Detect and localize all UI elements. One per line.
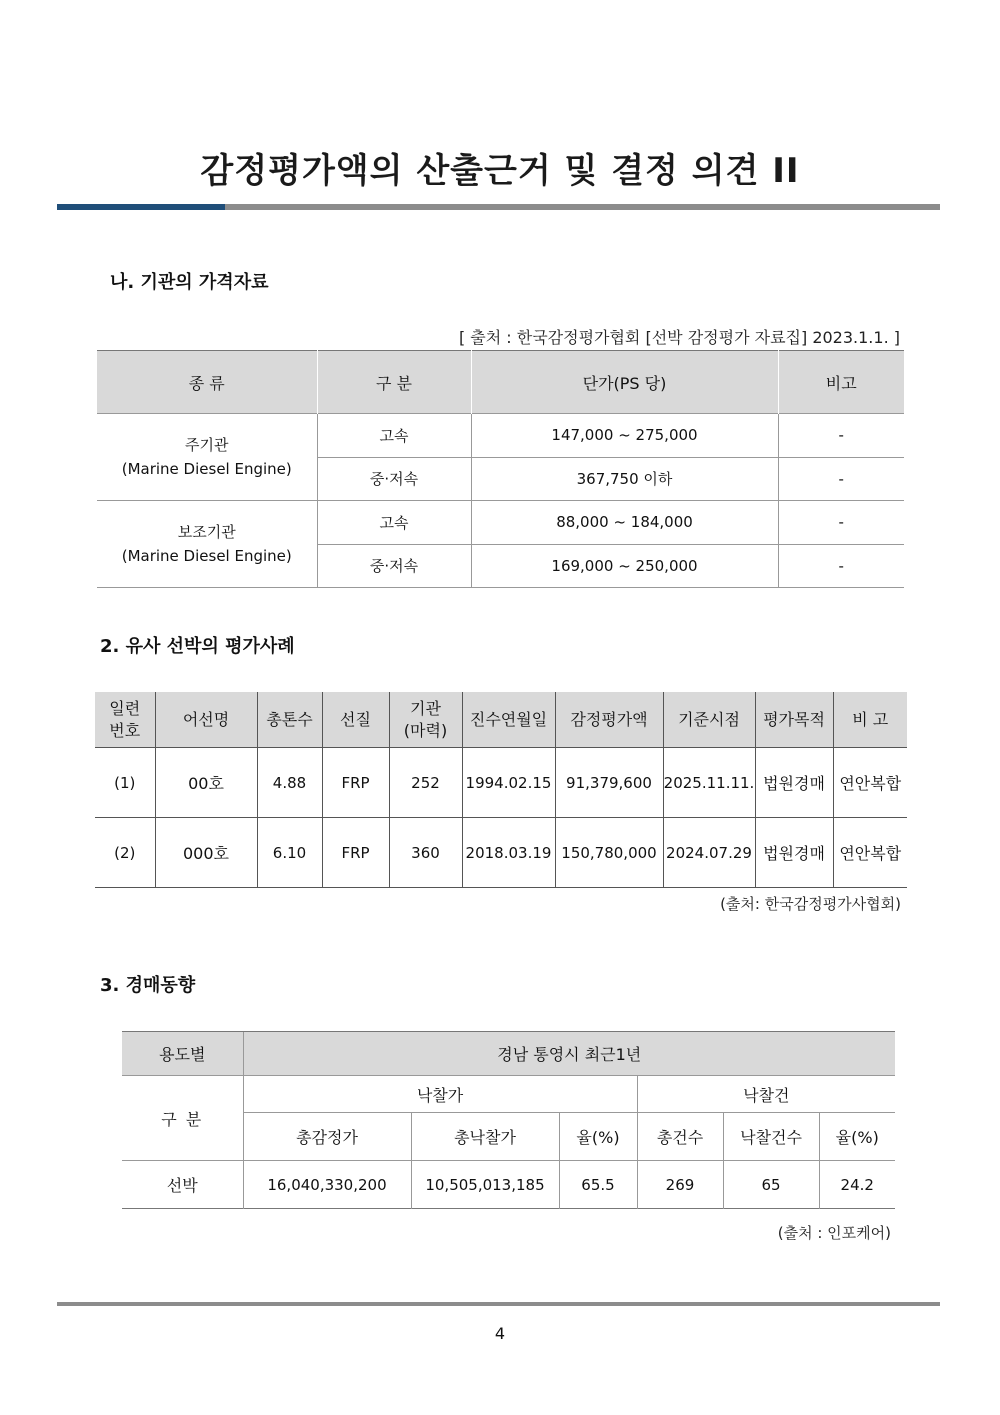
serial-cell: (1) (95, 748, 155, 818)
header-material: 선질 (322, 692, 389, 748)
header-price-rate: 율(%) (559, 1113, 637, 1161)
footer-rule (57, 1302, 940, 1306)
engine-type-aux (97, 501, 317, 588)
engine-price-table (97, 350, 904, 588)
appraisal-cell: 150,780,000 (555, 818, 663, 888)
serial-cell: (2) (95, 818, 155, 888)
engine-cell: 360 (389, 818, 462, 888)
price-cell: 147,000 ~ 275,000 (471, 414, 778, 458)
section-heading-similar-vessels: 2. 유사 선박의 평가사례 (100, 636, 295, 657)
usage-label: 용도별 (122, 1032, 243, 1076)
header-category: 구 분 (317, 351, 471, 414)
header-type: 종 류 (97, 351, 317, 414)
table-row (122, 1161, 895, 1209)
header-purpose: 평가목적 (755, 692, 833, 748)
page-title: 감정평가액의 산출근거 및 결정 의견 II (200, 151, 800, 191)
note-cell: - (778, 501, 904, 545)
purpose-cell: 법원경매 (755, 818, 833, 888)
similar-vessel-source: (출처: 한국감정평가사협회) (720, 895, 901, 913)
table-row (97, 501, 904, 545)
header-total-appraisal: 총감정가 (243, 1113, 411, 1161)
remarks-cell: 연안복합 (833, 818, 907, 888)
purpose-cell: 법원경매 (755, 748, 833, 818)
header-launch-date: 진수연월일 (462, 692, 555, 748)
header-serial-line1: 일련 (109, 698, 141, 718)
table-row (95, 748, 907, 818)
section-heading-engine-prices: 나. 기관의 가격자료 (110, 272, 269, 293)
header-engine (389, 692, 462, 748)
header-tonnage: 총톤수 (257, 692, 322, 748)
launch-date-cell: 2018.03.19 (462, 818, 555, 888)
category-cell: 고속 (317, 414, 471, 458)
tonnage-cell: 6.10 (257, 818, 322, 888)
total-appraisal-cell: 16,040,330,200 (243, 1161, 411, 1209)
header-appraisal: 감정평가액 (555, 692, 663, 748)
category-cell: 고속 (317, 501, 471, 545)
count-rate-cell: 24.2 (819, 1161, 895, 1209)
winning-count-label: 낙찰건 (637, 1076, 895, 1113)
note-cell: - (778, 414, 904, 458)
category-cell: 중·저속 (317, 457, 471, 501)
total-count-cell: 269 (637, 1161, 723, 1209)
row-label: 선박 (122, 1161, 243, 1209)
header-engine-line2: (마력) (403, 720, 448, 740)
material-cell: FRP (322, 748, 389, 818)
engine-price-source: [ 출처 : 한국감정평가협회 [선박 감정평가 자료집] 2023.1.1. ] (458, 328, 900, 347)
price-cell: 169,000 ~ 250,000 (471, 544, 778, 588)
header-total-winning: 총낙찰가 (411, 1113, 559, 1161)
price-cell: 88,000 ~ 184,000 (471, 501, 778, 545)
remarks-cell: 연안복합 (833, 748, 907, 818)
header-winning-count: 낙찰건수 (723, 1113, 819, 1161)
auction-source: (출처 : 인포케어) (777, 1224, 891, 1242)
vessel-cell: 000호 (155, 818, 257, 888)
base-date-cell: 2025.11.11. (663, 748, 755, 818)
engine-cell: 252 (389, 748, 462, 818)
header-count-rate: 율(%) (819, 1113, 895, 1161)
auction-header-row (122, 1032, 895, 1076)
header-base-date: 기준시점 (663, 692, 755, 748)
tonnage-cell: 4.88 (257, 748, 322, 818)
header-serial-line2: 번호 (109, 720, 141, 740)
vessel-cell: 00호 (155, 748, 257, 818)
winning-price-label: 낙찰가 (243, 1076, 637, 1113)
price-cell: 367,750 이하 (471, 457, 778, 501)
engine-type-name: 주기관 (185, 436, 229, 454)
title-underline-accent (57, 204, 225, 210)
material-cell: FRP (322, 818, 389, 888)
category-cell: 중·저속 (317, 544, 471, 588)
header-remarks: 비 고 (833, 692, 907, 748)
price-rate-cell: 65.5 (559, 1161, 637, 1209)
engine-type-main (97, 414, 317, 501)
appraisal-cell: 91,379,600 (555, 748, 663, 818)
base-date-cell: 2024.07.29 (663, 818, 755, 888)
section-heading-auction-trends: 3. 경매동향 (100, 975, 196, 996)
launch-date-cell: 1994.02.15 (462, 748, 555, 818)
header-engine-line1: 기관 (410, 698, 441, 718)
engine-type-desc: (Marine Diesel Engine) (121, 460, 292, 478)
table-row (97, 414, 904, 458)
header-total-count: 총건수 (637, 1113, 723, 1161)
header-unit-price: 단가(PS 당) (471, 351, 778, 414)
title-underline (225, 204, 940, 210)
engine-type-desc: (Marine Diesel Engine) (121, 547, 292, 565)
note-cell: - (778, 544, 904, 588)
region-label: 경남 통영시 최근1년 (243, 1032, 895, 1076)
winning-count-cell: 65 (723, 1161, 819, 1209)
auction-group-row (122, 1076, 895, 1113)
note-cell: - (778, 457, 904, 501)
similar-vessel-header-row (95, 692, 907, 748)
header-vessel: 어선명 (155, 692, 257, 748)
engine-type-name: 보조기관 (177, 523, 236, 541)
total-winning-cell: 10,505,013,185 (411, 1161, 559, 1209)
page-number: 4 (494, 1324, 506, 1343)
engine-price-header-row (97, 351, 904, 414)
similar-vessel-table (95, 692, 907, 888)
table-row (95, 818, 907, 888)
category-label: 구 분 (122, 1076, 243, 1161)
auction-trend-table (122, 1031, 895, 1209)
header-serial (95, 692, 155, 748)
header-note: 비고 (778, 351, 904, 414)
